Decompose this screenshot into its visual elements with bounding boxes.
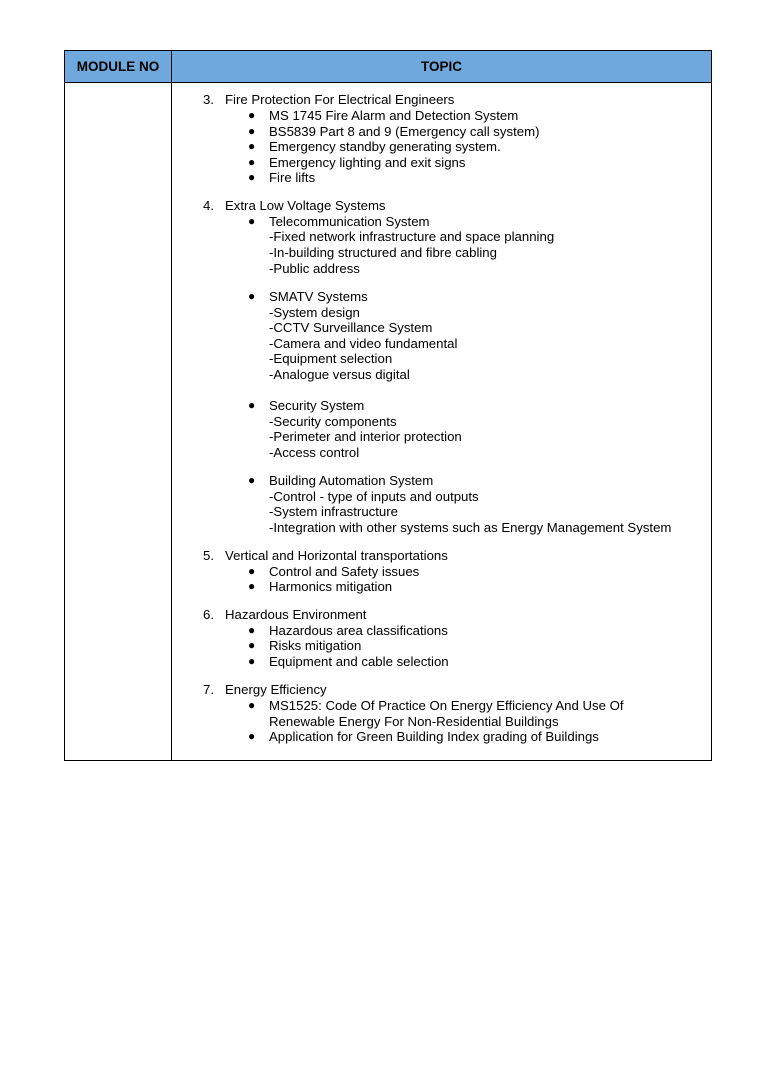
table-row bbox=[65, 83, 711, 760]
subtopic: Building Automation System bbox=[269, 473, 434, 488]
subtopic-detail: -Security components bbox=[269, 414, 397, 429]
subtopic-detail: -Integration with other systems such as Energy Management System bbox=[269, 520, 672, 535]
bullet-icon: ● bbox=[248, 698, 256, 712]
bullet-icon: ● bbox=[248, 170, 256, 184]
subtopic: Equipment and cable selection bbox=[269, 654, 449, 669]
subtopic: Harmonics mitigation bbox=[269, 579, 393, 594]
subtopic-detail: -Equipment selection bbox=[269, 351, 393, 366]
subtopic: Application for Green Building Index grading of Buildings bbox=[269, 729, 599, 744]
bullet-icon: ● bbox=[248, 638, 256, 652]
bullet-icon: ● bbox=[248, 214, 256, 228]
bullet-icon: ● bbox=[248, 729, 256, 743]
subtopic-detail: -System infrastructure bbox=[269, 504, 398, 519]
topic-title: Hazardous Environment bbox=[225, 607, 367, 622]
subtopic-detail: -Access control bbox=[269, 445, 360, 460]
subtopic-detail: -Perimeter and interior protection bbox=[269, 429, 462, 444]
subtopic-detail: -In-building structured and fibre cabling bbox=[269, 245, 497, 260]
topic-cell bbox=[172, 83, 711, 760]
topic-number: 6. bbox=[203, 607, 214, 622]
bullet-icon: ● bbox=[248, 139, 256, 153]
bullet-icon: ● bbox=[248, 564, 256, 578]
bullet-icon: ● bbox=[248, 289, 256, 303]
header-topic: TOPIC bbox=[420, 59, 462, 74]
subtopic: Hazardous area classifications bbox=[269, 623, 448, 638]
subtopic-detail: -Control - type of inputs and outputs bbox=[269, 489, 479, 504]
subtopic: Control and Safety issues bbox=[269, 564, 420, 579]
topic-number: 7. bbox=[203, 682, 214, 697]
subtopic: Emergency lighting and exit signs bbox=[269, 155, 466, 170]
bullet-icon: ● bbox=[248, 124, 256, 138]
subtopic-detail: -Public address bbox=[269, 261, 360, 276]
topic-title: Extra Low Voltage Systems bbox=[225, 198, 386, 213]
table-header bbox=[65, 51, 711, 83]
bullet-icon: ● bbox=[248, 623, 256, 637]
subtopic: Emergency standby generating system. bbox=[269, 139, 501, 154]
subtopic: MS 1745 Fire Alarm and Detection System bbox=[269, 108, 519, 123]
bullet-icon: ● bbox=[248, 108, 256, 122]
subtopic-detail: -CCTV Surveillance System bbox=[269, 320, 433, 335]
bullet-icon: ● bbox=[248, 654, 256, 668]
bullet-icon: ● bbox=[248, 579, 256, 593]
module-no-cell bbox=[65, 83, 172, 760]
module-table bbox=[64, 50, 712, 761]
subtopic: MS1525: Code Of Practice On Energy Efficiency And Use Of bbox=[269, 698, 624, 713]
topic-number: 4. bbox=[203, 198, 214, 213]
subtopic: Security System bbox=[269, 398, 365, 413]
header-module-no: MODULE NO bbox=[65, 51, 172, 82]
subtopic-detail: -Fixed network infrastructure and space planning bbox=[269, 229, 555, 244]
bullet-icon: ● bbox=[248, 398, 256, 412]
subtopic: Fire lifts bbox=[269, 170, 316, 185]
topic-number: 3. bbox=[203, 92, 214, 107]
subtopic: SMATV Systems bbox=[269, 289, 368, 304]
bullet-icon: ● bbox=[248, 473, 256, 487]
topic-number: 5. bbox=[203, 548, 214, 563]
topic-title: Fire Protection For Electrical Engineers bbox=[225, 92, 455, 107]
subtopic: Telecommunication System bbox=[269, 214, 430, 229]
topic-title: Vertical and Horizontal transportations bbox=[225, 548, 448, 563]
subtopic-detail: -Camera and video fundamental bbox=[269, 336, 458, 351]
bullet-icon: ● bbox=[248, 155, 256, 169]
subtopic: Risks mitigation bbox=[269, 638, 362, 653]
subtopic-continuation: Renewable Energy For Non-Residential Buildings bbox=[269, 714, 559, 729]
subtopic-detail: -Analogue versus digital bbox=[269, 367, 410, 382]
topic-title: Energy Efficiency bbox=[225, 682, 327, 697]
subtopic: BS5839 Part 8 and 9 (Emergency call system) bbox=[269, 124, 540, 139]
subtopic-detail: -System design bbox=[269, 305, 360, 320]
